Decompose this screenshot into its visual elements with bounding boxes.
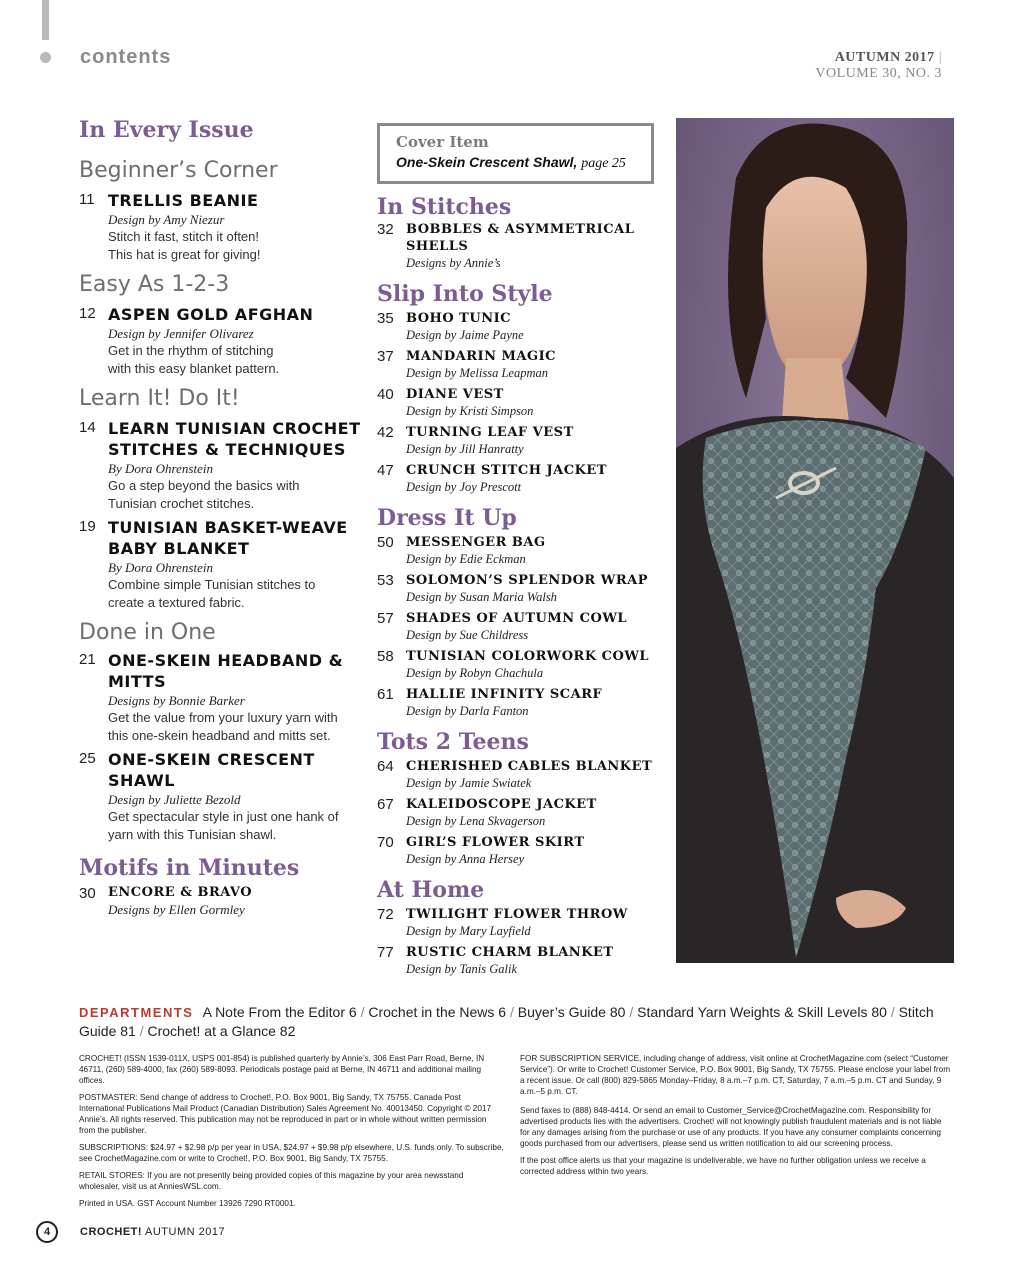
toc-entry[interactable] (79, 304, 369, 378)
subsection-beginners-corner: Beginner’s Corner (79, 158, 278, 183)
entry-designer: Designs by Annie’s (406, 256, 501, 270)
separator-slash: / (890, 1004, 895, 1020)
section-in-every-issue: In Every Issue (79, 117, 254, 143)
entry-title: ASPEN GOLD AFGHAN (108, 305, 314, 324)
footer-text (80, 1226, 225, 1238)
page-number: 40 (377, 386, 394, 403)
page-number: 47 (377, 462, 394, 479)
post-office-paragraph: If the post office alerts us that your magazine is undeliverable, we have no further obligation unless we receive a corrected address within two years. (520, 1156, 926, 1176)
page-number: 25 (79, 750, 96, 767)
entry-designer: Design by Lena Skvagerson (406, 814, 546, 828)
separator-slash: / (509, 1004, 514, 1020)
entry-desc-line: Get in the rhythm of stitching (108, 343, 274, 358)
entry-designer: Design by Jaime Payne (406, 328, 524, 342)
entry-designer: Design by Mary Layfield (406, 924, 531, 938)
toc-entry[interactable] (377, 796, 672, 830)
toc-entry[interactable] (79, 884, 369, 918)
entry-title: BOBBLES & ASYMMETRICAL SHELLS (406, 222, 635, 254)
toc-entry[interactable] (79, 418, 369, 513)
entry-designer: Design by Susan Maria Walsh (406, 590, 557, 604)
department-link[interactable]: Stitch Guide 81 (79, 1004, 934, 1039)
entry-desc-line: Stitch it fast, stitch it often! (108, 229, 260, 244)
page-number: 67 (377, 796, 394, 813)
entry-designer: Design by Joy Prescott (406, 480, 522, 494)
section-in-stitches: In Stitches (377, 194, 512, 220)
subscription-service-paragraph: FOR SUBSCRIPTION SERVICE, including change of address, visit online at CrochetMagazine.com (select “Customer Service”). Or write to Crochet! Customer Service, P.O. Box 9001, Big Sandy, TX 75755. Please enclose your label from a recent issue. Or call (800) 829-5865 Monday–Friday, 8 a.m.–7 p.m. CT, Saturday, 7 a.m.–5 p.m. CT and Sunday, 9 a.m.–5 p.m. CT. (520, 1054, 951, 1096)
entry-title: CHERISHED CABLES BLANKET (406, 759, 653, 774)
page-number: 53 (377, 572, 394, 589)
toc-entry[interactable] (377, 648, 672, 682)
page-number: 21 (79, 651, 96, 668)
printed-in-paragraph: Printed in USA. GST Account Number 13926 7290 RT0001. (79, 1199, 296, 1208)
entry-designer: Design by Anna Hersey (406, 852, 525, 866)
toc-entry[interactable] (377, 610, 672, 644)
entry-designer: Designs by Ellen Gormley (108, 902, 245, 917)
toc-entry[interactable] (79, 749, 369, 844)
separator-slash: / (139, 1023, 144, 1039)
header-rule-bar (42, 0, 49, 40)
entry-desc-line: Get the value from your luxury yarn with (108, 710, 338, 725)
department-link[interactable]: Crochet in the News 6 (368, 1004, 507, 1020)
page-number-badge: 4 (36, 1221, 58, 1243)
entry-title: KALEIDOSCOPE JACKET (406, 797, 597, 812)
entry-designer: Design by Robyn Chachula (406, 666, 544, 680)
subsection-easy-as: Easy As 1-2-3 (79, 272, 230, 297)
entry-designer: Design by Tanis Galik (406, 962, 517, 976)
toc-entry[interactable] (377, 348, 672, 382)
section-dress-it-up: Dress It Up (377, 505, 517, 531)
entry-desc-line: Combine simple Tunisian stitches to (108, 577, 316, 592)
entry-designer: By Dora Ohrenstein (108, 560, 213, 575)
entry-title: DIANE VEST (406, 387, 504, 402)
entry-title: BOHO TUNIC (406, 311, 512, 326)
page-number: 19 (79, 518, 96, 535)
entry-desc-line: Get spectacular style in just one hank of (108, 809, 339, 824)
entry-desc-line: Go a step beyond the basics with (108, 478, 300, 493)
departments-label: DEPARTMENTS (79, 1005, 194, 1020)
subsection-done-in-one: Done in One (79, 620, 216, 645)
entry-title: TUNISIAN BASKET-WEAVE BABY BLANKET (108, 518, 348, 558)
entry-title: RUSTIC CHARM BLANKET (406, 945, 614, 960)
page-number: 70 (377, 834, 394, 851)
toc-entry[interactable] (377, 310, 672, 344)
issue-season: AUTUMN 2017 (834, 50, 935, 65)
entry-desc-line: Tunisian crochet stitches. (108, 496, 255, 511)
entry-designer: Design by Melissa Leapman (406, 366, 548, 380)
entry-title: HALLIE INFINITY SCARF (406, 687, 603, 702)
entry-title: SOLOMON’S SPLENDOR WRAP (406, 573, 649, 588)
cover-item-label: Cover Item (396, 133, 489, 151)
toc-entry[interactable] (377, 906, 672, 940)
page-number: 12 (79, 305, 96, 322)
entry-desc-line: this one-skein headband and mitts set. (108, 728, 331, 743)
entry-title: TURNING LEAF VEST (406, 425, 574, 440)
page-number: 14 (79, 419, 96, 436)
separator-slash: / (629, 1004, 634, 1020)
section-word: contents (80, 46, 172, 68)
toc-entry[interactable] (377, 686, 672, 720)
entry-title: ONE-SKEIN CRESCENT SHAWL (108, 750, 315, 790)
department-link[interactable]: Standard Yarn Weights & Skill Levels 80 (637, 1004, 887, 1020)
toc-entry[interactable] (377, 386, 672, 420)
entry-title: LEARN TUNISIAN CROCHET STITCHES & TECHNIQUES (108, 419, 361, 459)
department-link[interactable]: Crochet! at a Glance 82 (147, 1023, 296, 1039)
department-link[interactable]: A Note From the Editor 6 (202, 1004, 357, 1020)
separator-slash: / (360, 1004, 365, 1020)
entry-designer: Design by Jamie Swiatek (406, 776, 532, 790)
publication-info-paragraph: CROCHET! (ISSN 1539-011X, USPS 001-854) is published quarterly by Annie’s, 306 East Parr Road, Berne, IN 46711, (260) 589-4000, fax (260) 589-8093. Periodicals postage paid at Berne, IN 46711 and additional mailing offices. (79, 1054, 485, 1085)
cover-photo-illustration (676, 118, 954, 963)
page-number: 50 (377, 534, 394, 551)
cover-item-page: page 25 (581, 156, 626, 171)
subsection-learn-it: Learn It! Do It! (79, 386, 240, 411)
entry-desc-line: This hat is great for giving! (108, 247, 261, 262)
page-number: 11 (79, 191, 95, 208)
entry-designer: Design by Darla Fanton (406, 704, 529, 718)
section-slip-into-style: Slip Into Style (377, 281, 553, 307)
page-number: 58 (377, 648, 394, 665)
toc-entry[interactable] (377, 534, 672, 568)
entry-title: SHADES OF AUTUMN COWL (406, 611, 628, 626)
entry-designer: By Dora Ohrenstein (108, 461, 213, 476)
departments-line (79, 1003, 939, 1040)
department-link[interactable]: Buyer’s Guide 80 (517, 1004, 626, 1020)
retail-stores-paragraph: RETAIL STORES: If you are not presently being provided copies of this magazine by your area newsstand wholesaler, visit us at AnniesWSL.com. (79, 1171, 464, 1191)
page-number: 64 (377, 758, 394, 775)
page-number: 42 (377, 424, 394, 441)
entry-designer: Designs by Bonnie Barker (108, 693, 245, 708)
issue-info (815, 50, 942, 82)
entry-desc-line: with this easy blanket pattern. (108, 361, 280, 376)
entry-title: GIRL’S FLOWER SKIRT (406, 835, 585, 850)
page-number: 61 (377, 686, 394, 703)
page-number: 32 (377, 221, 394, 238)
issue-volume: VOLUME 30, NO. 3 (815, 66, 942, 81)
entry-designer: Design by Sue Childress (406, 628, 529, 642)
publication-info-left (79, 1053, 504, 1215)
entry-title: MANDARIN MAGIC (406, 349, 557, 364)
section-tots-2-teens: Tots 2 Teens (377, 729, 529, 755)
entry-designer: Design by Jennifer Olivarez (108, 326, 254, 341)
entry-title: MESSENGER BAG (406, 535, 546, 550)
entry-designer: Design by Amy Niezur (108, 212, 225, 227)
postmaster-paragraph: POSTMASTER: Send change of address to Crochet!, P.O. Box 9001, Big Sandy, TX 75755. Canada Post International Publications Mail Product (Canadian Distribution) Sales Agreement No. 40013450. Copyright © 2017 Annie’s. All rights reserved. This publication may not be reproduced in part or in whole without written permission from the publisher. (79, 1093, 492, 1135)
toc-entry[interactable] (377, 572, 672, 606)
page-number: 35 (377, 310, 394, 327)
entry-title: CRUNCH STITCH JACKET (406, 463, 607, 478)
page-number: 37 (377, 348, 394, 365)
entry-title: TUNISIAN COLORWORK COWL (406, 649, 650, 664)
entry-title: ONE-SKEIN HEADBAND & MITTS (108, 651, 344, 691)
contents-left-column (79, 116, 369, 918)
toc-entry[interactable] (377, 424, 672, 458)
subscriptions-paragraph: SUBSCRIPTIONS: $24.97 + $2.98 p/p per year in USA, $24.97 + $9.98 p/p elsewhere, U.S. funds only. To subscribe, see CrochetMagazine.com or write to Crochet!, P.O. Box 9001, Big Sandy, TX 75755. (79, 1143, 504, 1163)
toc-entry[interactable] (79, 190, 369, 264)
cover-item-box[interactable] (377, 123, 654, 184)
entry-title: TWILIGHT FLOWER THROW (406, 907, 628, 922)
header-rule-dot (40, 52, 51, 63)
footer-issue: AUTUMN 2017 (145, 1226, 226, 1238)
toc-entry[interactable] (377, 221, 672, 272)
page-number: 57 (377, 610, 394, 627)
cover-item-title: One-Skein Crescent Shawl, (396, 154, 578, 170)
toc-entry[interactable] (79, 650, 369, 745)
toc-entry[interactable] (377, 462, 672, 496)
entry-designer: Design by Jill Hanratty (406, 442, 524, 456)
entry-desc-line: create a textured fabric. (108, 595, 245, 610)
page-number: 72 (377, 906, 394, 923)
entry-title: TRELLIS BEANIE (108, 191, 259, 210)
toc-entry[interactable] (377, 834, 672, 868)
section-at-home: At Home (377, 877, 485, 903)
issue-separator: | (938, 50, 942, 65)
entry-designer: Design by Kristi Simpson (406, 404, 534, 418)
faxes-paragraph: Send faxes to (888) 848-4414. Or send an email to Customer_Service@CrochetMagazine.com. Responsibility for advertised products lies with the advertisers. Crochet! will not knowingly publish fraudulent materials and is not liable for any damages arising from the purchase or use of any products. If you have any consumer complaints concerning goods purchased from our advertisers, please send us written notification to aid our screening process. (520, 1106, 942, 1148)
contents-middle-column (377, 193, 672, 978)
toc-entry[interactable] (377, 758, 672, 792)
toc-entry[interactable] (377, 944, 672, 978)
entry-title: ENCORE & BRAVO (108, 885, 253, 900)
cover-photo (676, 118, 954, 963)
entry-desc-line: yarn with this Tunisian shawl. (108, 827, 277, 842)
page-number: 30 (79, 885, 96, 902)
entry-designer: Design by Edie Eckman (406, 552, 526, 566)
toc-entry[interactable] (79, 517, 369, 612)
publication-info-right (520, 1053, 952, 1183)
entry-designer: Design by Juliette Bezold (108, 792, 241, 807)
page-number: 77 (377, 944, 394, 961)
section-motifs-in-minutes: Motifs in Minutes (79, 855, 300, 881)
footer-brand: CROCHET! (80, 1226, 143, 1238)
